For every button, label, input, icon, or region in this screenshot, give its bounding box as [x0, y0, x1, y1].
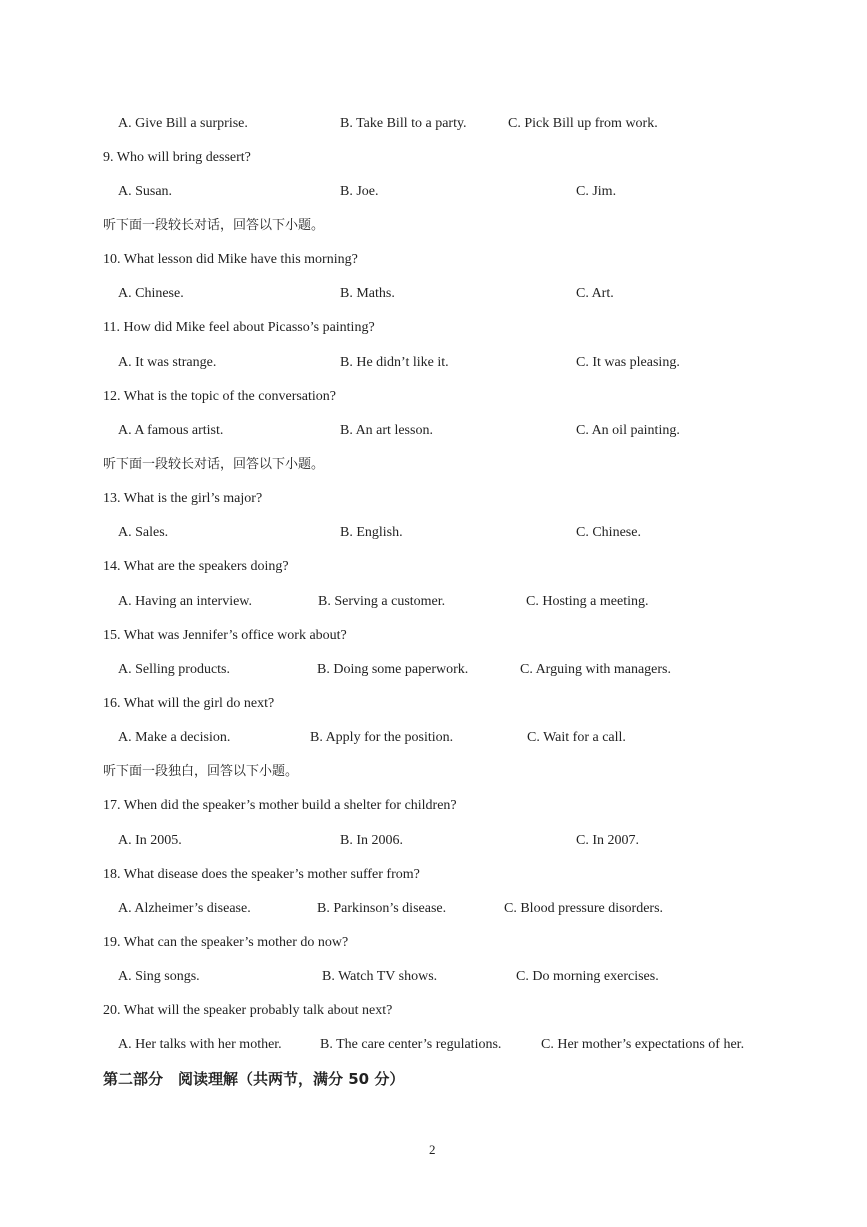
listening-intro-3: 听下面一段独白，回答以下小题。 [103, 764, 299, 779]
q13-option-b: B. English. [340, 525, 403, 540]
q19-option-b: B. Watch TV shows. [322, 969, 438, 984]
q17-question: 17. When did the speaker’s mother build a shelter for children? [103, 798, 457, 813]
q19-option-a: A. Sing songs. [118, 969, 200, 984]
q15-option-b: B. Doing some paperwork. [317, 662, 469, 677]
q19-question: 19. What can the speaker’s mother do now? [103, 935, 349, 950]
q14-option-b: B. Serving a customer. [318, 594, 446, 609]
q13-option-c: C. Chinese. [576, 525, 641, 540]
q16-question: 16. What will the girl do next? [103, 696, 275, 711]
q11-option-c: C. It was pleasing. [576, 355, 680, 370]
q17-option-c: C. In 2007. [576, 833, 639, 848]
q19-option-c: C. Do morning exercises. [516, 969, 659, 984]
q16-option-a: A. Make a decision. [118, 730, 231, 745]
q8-option-a: A. Give Bill a surprise. [118, 116, 248, 131]
q16-option-b: B. Apply for the position. [310, 730, 454, 745]
q11-question: 11. How did Mike feel about Picasso’s painting? [103, 320, 375, 335]
q15-option-a: A. Selling products. [118, 662, 230, 677]
q16-option-c: C. Wait for a call. [527, 730, 626, 745]
q13-question: 13. What is the girl’s major? [103, 491, 263, 506]
q20-option-a: A. Her talks with her mother. [118, 1037, 282, 1052]
section-heading: 第二部分 阅读理解（共两节，满分 50 分） [103, 1070, 405, 1088]
q10-option-b: B. Maths. [340, 286, 395, 301]
q18-question: 18. What disease does the speaker’s mother suffer from? [103, 867, 420, 882]
listening-intro-2: 听下面一段较长对话，回答以下小题。 [103, 457, 325, 472]
q10-option-a: A. Chinese. [118, 286, 184, 301]
q14-option-a: A. Having an interview. [118, 594, 252, 609]
q12-option-a: A. A famous artist. [118, 423, 224, 438]
q12-option-c: C. An oil painting. [576, 423, 680, 438]
q8-option-c: C. Pick Bill up from work. [508, 116, 658, 131]
listening-intro-1: 听下面一段较长对话，回答以下小题。 [103, 218, 325, 233]
q15-question: 15. What was Jennifer’s office work about? [103, 628, 347, 643]
q8-option-b: B. Take Bill to a party. [340, 116, 467, 131]
q20-option-b: B. The care center’s regulations. [320, 1037, 502, 1052]
q9-question: 9. Who will bring dessert? [103, 150, 251, 165]
q14-question: 14. What are the speakers doing? [103, 559, 289, 574]
q10-question: 10. What lesson did Mike have this morning? [103, 252, 358, 267]
q18-option-a: A. Alzheimer’s disease. [118, 901, 251, 916]
q17-option-a: A. In 2005. [118, 833, 182, 848]
q17-option-b: B. In 2006. [340, 833, 403, 848]
q11-option-a: A. It was strange. [118, 355, 217, 370]
q10-option-c: C. Art. [576, 286, 614, 301]
page-number: 2 [429, 1142, 436, 1157]
q18-option-c: C. Blood pressure disorders. [504, 901, 664, 916]
q12-option-b: B. An art lesson. [340, 423, 433, 438]
q12-question: 12. What is the topic of the conversation? [103, 389, 337, 404]
q18-option-b: B. Parkinson’s disease. [317, 901, 447, 916]
q13-option-a: A. Sales. [118, 525, 169, 540]
q9-option-b: B. Joe. [340, 184, 379, 199]
q15-option-c: C. Arguing with managers. [520, 662, 672, 677]
q14-option-c: C. Hosting a meeting. [526, 594, 649, 609]
q11-option-b: B. He didn’t like it. [340, 355, 449, 370]
q9-option-c: C. Jim. [576, 184, 617, 199]
q9-option-a: A. Susan. [118, 184, 173, 199]
q20-question: 20. What will the speaker probably talk about next? [103, 1003, 393, 1018]
q20-option-c: C. Her mother’s expectations of her. [541, 1037, 745, 1052]
